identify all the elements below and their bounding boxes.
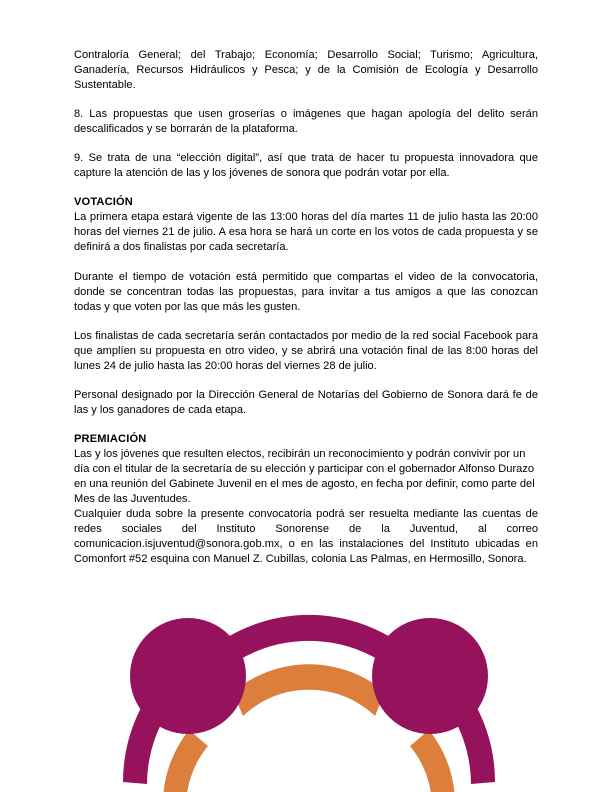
- paragraph-votacion-finalistas: Los finalistas de cada secretaría serán contactados por medio de la red social Facebook para que amplíen su propuesta en otro video, y se abrirá una votación final de las 8:00 horas del lunes 24 de julio hasta las 20:00 horas del viernes 28 de julio.: [74, 329, 538, 372]
- circle-of-friends-icon: [85, 588, 525, 792]
- circle-of-friends-logo: [85, 588, 525, 792]
- section-heading-votacion: VOTACIÓN: [74, 196, 133, 209]
- document-body: [74, 48, 538, 581]
- logo-node-right: [372, 618, 488, 734]
- paragraph-premiacion-contacto: Cualquier duda sobre la presente convocatoria podrá ser resuelta mediante las cuentas de redes sociales del Instituto Sonorense de la Juventud, al correo comunicacion.isjuventud@sonora.gob.mx, o en las instalaciones del Instituto ubicadas en Comonfort #52 esquina con Manuel Z. Cubillas, colonia Las Palmas, en Hermosillo, Sonora.: [74, 508, 538, 566]
- paragraph-rule-8: 8. Las propuestas que usen groserías o imágenes que hagan apología del delito serán descalificados y se borrarán de la plataforma.: [74, 108, 538, 136]
- paragraph-premiacion-reconocimiento: Las y los jóvenes que resulten electos, recibirán un reconocimiento y podrán convivir por un día con el titular de la secretaría de su elección y participar con el gobernador Alfonso Durazo en una reunión del Gabinete Juvenil en el mes de agosto, en fecha por definir, como parte del Mes de las Juventudes.: [74, 447, 535, 506]
- paragraph-votacion-video-compartir: Durante el tiempo de votación está permitido que compartas el video de la convocatoria, donde se concentran todas las propuestas, para invitar a tus amigos a que las conozcan todas y que voten por las que más les gusten.: [74, 270, 538, 313]
- paragraph-rule-9: 9. Se trata de una “elección digital”, así que trata de hacer tu propuesta innovadora que capture la atención de las y los jóvenes de sonora que podrán votar por ella.: [74, 152, 538, 180]
- paragraph-votacion-notarias: Personal designado por la Dirección General de Notarías del Gobierno de Sonora dará fe de las y los ganadores de cada etapa.: [74, 388, 538, 416]
- paragraph-agencies-list: Contraloría General; del Trabajo; Economía; Desarrollo Social; Turismo; Agricultura, Ganadería, Recursos Hidráulicos y Pesca; y de la Comisión de Ecología y Desarrollo Sustentable.: [74, 49, 538, 92]
- logo-node-left: [130, 618, 246, 734]
- section-heading-premiacion: PREMIACIÓN: [74, 432, 147, 445]
- paragraph-votacion-etapa-1: La primera etapa estará vigente de las 13:00 horas del día martes 11 de julio hasta las 20:00 horas del viernes 21 de julio. A esa hora se hará un corte en los votos de cada propuesta y se definirá a dos finalistas por cada secretaría.: [74, 211, 538, 254]
